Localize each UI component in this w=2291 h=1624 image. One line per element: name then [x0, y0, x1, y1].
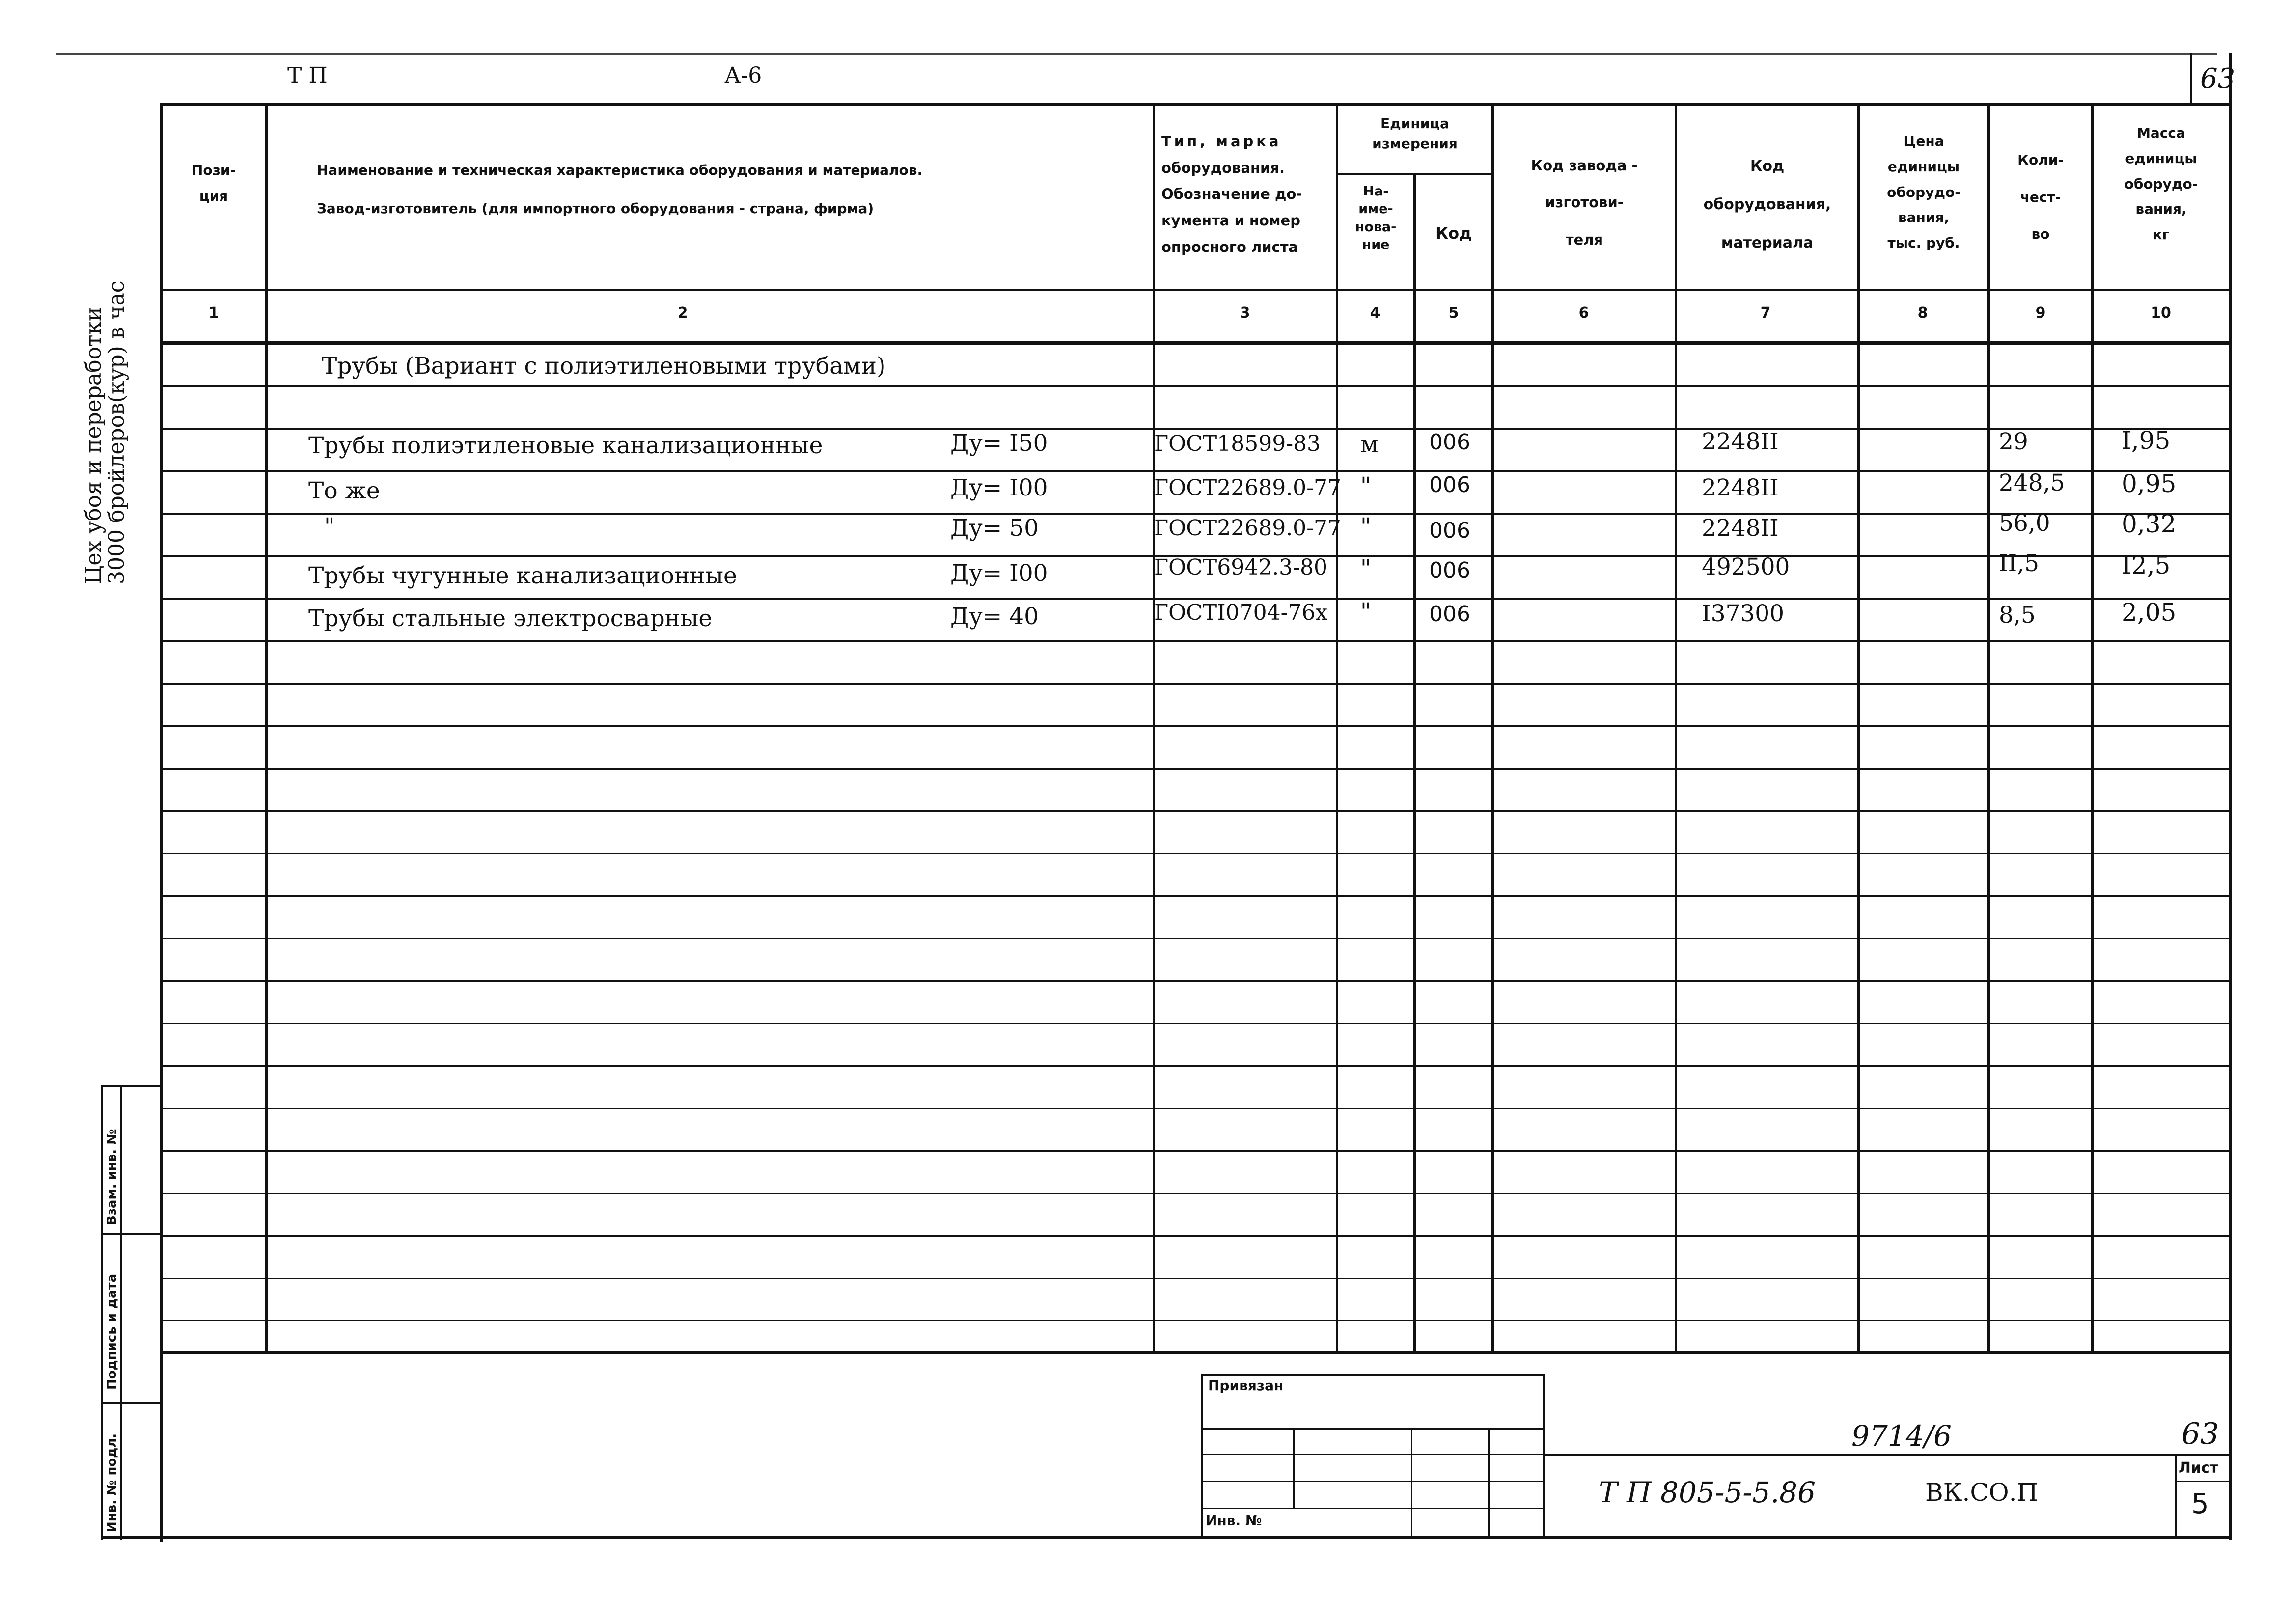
- row-separator: [160, 385, 2232, 387]
- section-title: Трубы (Вариант с полиэтиленовыми трубами): [322, 353, 886, 380]
- header-factory-code: Код завода - изготови- теля: [1531, 157, 1638, 248]
- col-line-7: [1857, 105, 1860, 1354]
- row-2-unit: ": [1360, 472, 1371, 499]
- row-separator: [160, 428, 2232, 430]
- col-num-10: 10: [2151, 304, 2171, 322]
- col-num-3: 3: [1240, 304, 1250, 322]
- table-bottom-line: [160, 1351, 2232, 1354]
- page-number-box-left: [2190, 53, 2192, 105]
- row-5-unit: ": [1360, 598, 1371, 625]
- row-1-doc: ГОСТ18599-83: [1154, 431, 1321, 456]
- row-separator: [160, 598, 2232, 600]
- col-line-5: [1491, 105, 1494, 1354]
- col-num-7: 7: [1760, 304, 1771, 322]
- col-num-6: 6: [1578, 304, 1589, 322]
- stamp-strip-div-1: [101, 1233, 162, 1235]
- row-2-qty: 248,5: [1999, 469, 2065, 496]
- col-line-1: [265, 105, 268, 1354]
- header-bottom-line: [160, 289, 2232, 291]
- tied-box-line-4: [1201, 1508, 1545, 1509]
- tied-box-vline-3: [1488, 1429, 1490, 1538]
- row-3-unit-code: 006: [1429, 518, 1470, 543]
- header-price: Цена единицы оборудо- вания, тыс. руб.: [1887, 133, 1960, 251]
- row-2-mass: 0,95: [2122, 469, 2177, 498]
- header-unit-name: На- име- нова- ние: [1355, 184, 1397, 253]
- side-caption-2: 3000 бройлеров(кур) в час: [104, 280, 129, 584]
- row-1-unit: м: [1360, 431, 1379, 458]
- unit-group-line: [1336, 173, 1493, 175]
- album-code: А-6: [724, 63, 762, 88]
- col-line-6: [1675, 105, 1677, 1354]
- frame-bottom-border: [101, 1536, 2232, 1539]
- row-4-mass: I2,5: [2122, 551, 2171, 579]
- header-equipment-code: Код оборудования, материала: [1703, 158, 1831, 251]
- row-2-doc: ГОСТ22689.0-77: [1154, 475, 1342, 500]
- numbers-bottom-line: [160, 341, 2232, 345]
- header-unit-group: Единица измерения: [1372, 115, 1458, 152]
- header-mass: Масса единицы оборудо- вания, кг: [2124, 125, 2198, 243]
- row-5-qty: 8,5: [1999, 602, 2036, 629]
- row-1-mass: I,95: [2122, 426, 2171, 455]
- row-4-qty: II,5: [1999, 550, 2039, 577]
- row-3-doc: ГОСТ22689.0-77: [1154, 516, 1342, 541]
- col-num-1: 1: [208, 304, 219, 322]
- sheet-box-mid: [2175, 1481, 2231, 1482]
- side-caption-1: Цех убоя и переработки: [81, 306, 106, 584]
- row-2-name: То же: [308, 477, 380, 504]
- row-separator: [160, 1193, 2232, 1194]
- row-5-name: Трубы стальные электросварные: [308, 605, 713, 632]
- row-4-dn: Ду= I00: [950, 560, 1048, 587]
- col-line-3: [1336, 105, 1338, 1354]
- row-separator: [160, 725, 2232, 727]
- row-separator: [160, 895, 2232, 897]
- row-3-dn: Ду= 50: [950, 515, 1039, 542]
- col-line-2: [1153, 105, 1155, 1354]
- col-num-2: 2: [677, 304, 688, 322]
- top-left-code: Т П: [287, 63, 328, 88]
- row-3-name: ": [324, 513, 335, 540]
- row-1-dn: Ду= I50: [950, 430, 1048, 457]
- row-separator: [160, 768, 2232, 770]
- tied-box-line-1: [1201, 1428, 1545, 1430]
- row-separator: [160, 1150, 2232, 1152]
- row-2-dn: Ду= I00: [950, 474, 1048, 501]
- row-4-doc: ГОСТ6942.3-80: [1154, 555, 1328, 580]
- sheet-box-left: [2175, 1454, 2177, 1538]
- sheet-label: Лист: [2179, 1459, 2219, 1477]
- row-4-unit-code: 006: [1429, 558, 1470, 583]
- row-3-qty: 56,0: [1999, 510, 2050, 537]
- tied-box-vline-2: [1411, 1429, 1412, 1538]
- stamp-replacement-inv: Взам. инв. №: [105, 1129, 119, 1225]
- page-number-repeat: 63: [2181, 1417, 2219, 1451]
- row-5-unit-code: 006: [1429, 602, 1470, 627]
- row-3-unit: ": [1360, 513, 1371, 540]
- sheet-number: 5: [2191, 1488, 2209, 1520]
- row-separator: [160, 470, 2232, 472]
- header-name: Наименование и техническая характеристика оборудования и материалов. Завод-изготовитель (для импортного оборудования - страна, фирма): [317, 162, 923, 217]
- top-border: [56, 53, 2217, 55]
- stamp-strip-top: [101, 1085, 162, 1087]
- col-num-4: 4: [1370, 304, 1380, 322]
- row-separator: [160, 1108, 2232, 1109]
- header-type: Тип, марка оборудования. Обозначение до- кумента и номер опросного листа: [1161, 133, 1302, 255]
- stamp-original-inv: Инв. № подл.: [105, 1433, 119, 1532]
- row-1-qty: 29: [1999, 428, 2028, 455]
- col-line-9: [2091, 105, 2094, 1354]
- row-separator: [160, 1278, 2232, 1279]
- row-separator: [160, 853, 2232, 854]
- row-5-mass: 2,05: [2122, 598, 2177, 627]
- stamp-signature-date: Подпись и дата: [105, 1273, 119, 1390]
- col-num-8: 8: [1917, 304, 1928, 322]
- header-position: Пози- ция: [191, 162, 236, 205]
- col-num-5: 5: [1448, 304, 1459, 322]
- title-line-top: [1543, 1454, 2231, 1456]
- row-1-code: 2248II: [1702, 428, 1779, 455]
- stamp-strip-div-2: [101, 1402, 162, 1404]
- row-3-code: 2248II: [1702, 515, 1779, 542]
- row-separator: [160, 1065, 2232, 1067]
- tied-label: Привязан: [1208, 1377, 1284, 1394]
- row-5-code: I37300: [1702, 600, 1785, 627]
- order-number: 9714/6: [1851, 1419, 1952, 1453]
- row-5-dn: Ду= 40: [950, 603, 1039, 630]
- tied-box-line-3: [1201, 1481, 1545, 1482]
- row-separator: [160, 938, 2232, 939]
- row-separator: [160, 683, 2232, 685]
- row-separator: [160, 810, 2232, 812]
- tied-box-line-2: [1201, 1454, 1545, 1455]
- row-4-code: 492500: [1702, 553, 1790, 580]
- page-number: 63: [2200, 63, 2236, 95]
- project-code: Т П 805-5-5.86: [1599, 1476, 1816, 1509]
- row-4-name: Трубы чугунные канализационные: [308, 562, 737, 589]
- row-separator: [160, 640, 2232, 642]
- tied-box-top: [1201, 1374, 1545, 1376]
- frame-right-border: [2229, 53, 2232, 1540]
- col-line-8: [1987, 105, 1990, 1354]
- row-separator: [160, 1023, 2232, 1024]
- stamp-strip-left: [101, 1085, 103, 1540]
- row-2-code: 2248II: [1702, 474, 1779, 501]
- tied-box-vline-1: [1293, 1429, 1295, 1508]
- table-top-border: [160, 103, 2232, 106]
- row-4-unit: ": [1360, 555, 1371, 582]
- row-separator: [160, 980, 2232, 982]
- document-mark: ВК.СО.П: [1925, 1478, 2039, 1507]
- inv-label: Инв. №: [1206, 1513, 1262, 1529]
- header-quantity: Коли- чест- во: [2017, 152, 2064, 243]
- tied-box-left: [1201, 1374, 1203, 1538]
- row-separator: [160, 1235, 2232, 1237]
- row-1-unit-code: 006: [1429, 430, 1470, 455]
- row-1-name: Трубы полиэтиленовые канализационные: [308, 432, 823, 459]
- tied-box-right: [1543, 1374, 1545, 1538]
- row-5-doc: ГОСТI0704-76х: [1154, 600, 1328, 625]
- row-separator: [160, 1320, 2232, 1321]
- col-line-4: [1413, 174, 1416, 1354]
- col-num-9: 9: [2035, 304, 2046, 322]
- row-2-unit-code: 006: [1429, 472, 1470, 497]
- frame-left-border: [160, 103, 163, 1542]
- row-3-mass: 0,32: [2122, 510, 2177, 538]
- stamp-strip-mid: [120, 1085, 122, 1540]
- row-separator: [160, 513, 2232, 515]
- header-unit-code: Код: [1435, 224, 1472, 243]
